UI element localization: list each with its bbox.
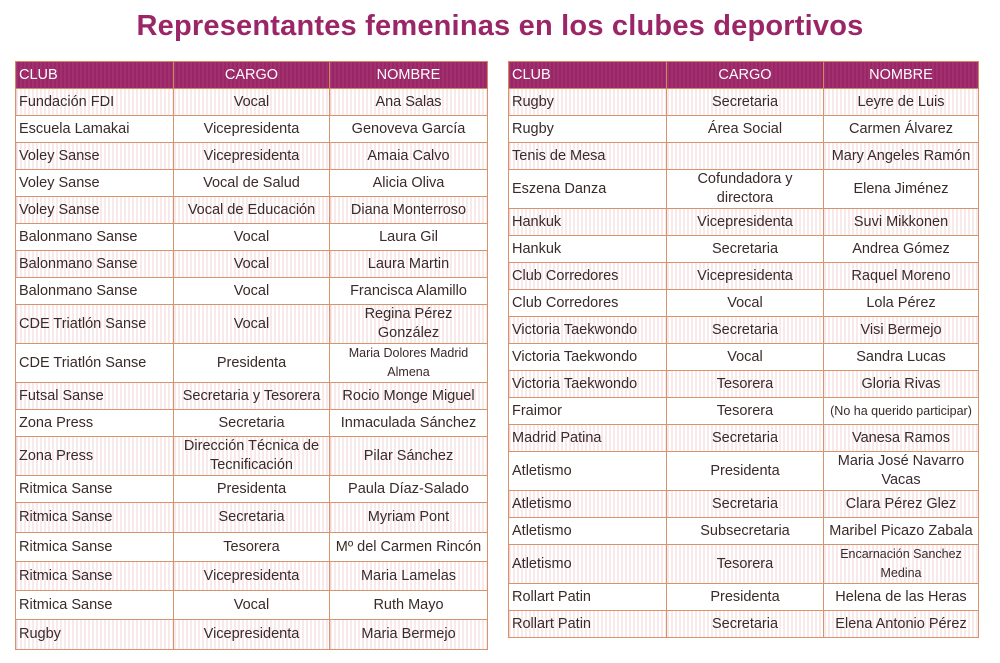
club-cell: Victoria Taekwondo [509, 344, 667, 371]
table-row [16, 476, 488, 503]
table-row [509, 425, 979, 452]
table-row [509, 452, 979, 491]
cargo-cell: Vocal [174, 278, 330, 305]
table-row [509, 545, 979, 584]
table-row [16, 170, 488, 197]
cargo-cell: Presidenta [667, 452, 824, 491]
club-cell: Atletismo [509, 491, 667, 518]
cargo-cell: Vocal [174, 591, 330, 620]
cargo-cell: Vicepresidenta [667, 263, 824, 290]
table-row [509, 263, 979, 290]
nombre-cell: Genoveva García [330, 116, 488, 143]
nombre-cell: Ruth Mayo [330, 591, 488, 620]
table-row [509, 344, 979, 371]
cargo-cell: Dirección Técnica de Tecnificación [174, 437, 330, 476]
club-cell: Voley Sanse [16, 143, 174, 170]
nombre-cell: Leyre de Luis [824, 89, 979, 116]
cargo-cell [667, 143, 824, 170]
header-nombre: NOMBRE [824, 62, 979, 89]
club-cell: Futsal Sanse [16, 383, 174, 410]
table-row [16, 251, 488, 278]
header-cargo: CARGO [667, 62, 824, 89]
club-cell: Voley Sanse [16, 197, 174, 224]
table-row [509, 398, 979, 425]
club-cell: Club Corredores [509, 263, 667, 290]
nombre-cell: Francisca Alamillo [330, 278, 488, 305]
table-row [509, 236, 979, 263]
table-row [16, 278, 488, 305]
club-cell: Atletismo [509, 545, 667, 584]
cargo-cell: Secretaria [667, 236, 824, 263]
table-row [509, 491, 979, 518]
clubs-table-left [15, 61, 488, 650]
cargo-cell: Vocal de Educación [174, 197, 330, 224]
nombre-cell: Amaia Calvo [330, 143, 488, 170]
club-cell: Rugby [509, 89, 667, 116]
club-cell: Hankuk [509, 236, 667, 263]
nombre-cell: Laura Martin [330, 251, 488, 278]
club-cell: Fundación FDI [16, 89, 174, 116]
cargo-cell: Secretaria y Tesorera [174, 383, 330, 410]
nombre-cell: Maria José Navarro Vacas [824, 452, 979, 491]
table-row [16, 116, 488, 143]
cargo-cell: Vocal [667, 290, 824, 317]
club-cell: Eszena Danza [509, 170, 667, 209]
cargo-cell: Vicepresidenta [174, 116, 330, 143]
cargo-cell: Secretaria [174, 503, 330, 533]
header-club: CLUB [509, 62, 667, 89]
cargo-cell: Vicepresidenta [174, 143, 330, 170]
cargo-cell: Tesorera [667, 398, 824, 425]
header-cargo: CARGO [174, 62, 330, 89]
cargo-cell: Vocal [174, 89, 330, 116]
nombre-cell: Helena de las Heras [824, 584, 979, 611]
club-cell: Ritmica Sanse [16, 476, 174, 503]
club-cell: Zona Press [16, 437, 174, 476]
nombre-cell: Alicia Oliva [330, 170, 488, 197]
club-cell: Victoria Taekwondo [509, 371, 667, 398]
table-row [16, 503, 488, 533]
cargo-cell: Vocal de Salud [174, 170, 330, 197]
cargo-cell: Presidenta [667, 584, 824, 611]
nombre-cell: Vanesa Ramos [824, 425, 979, 452]
nombre-cell: Mary Angeles Ramón [824, 143, 979, 170]
table-row [16, 224, 488, 251]
table-row [509, 209, 979, 236]
header-club: CLUB [16, 62, 174, 89]
club-cell: Balonmano Sanse [16, 278, 174, 305]
club-cell: Rugby [16, 620, 174, 650]
nombre-cell: Elena Antonio Pérez [824, 611, 979, 638]
nombre-cell: Laura Gil [330, 224, 488, 251]
cargo-cell: Secretaria [667, 491, 824, 518]
nombre-cell: Sandra Lucas [824, 344, 979, 371]
table-row [16, 562, 488, 591]
table-row [509, 371, 979, 398]
table-row [16, 143, 488, 170]
table-row [16, 89, 488, 116]
nombre-cell: Gloria Rivas [824, 371, 979, 398]
nombre-cell: Myriam Pont [330, 503, 488, 533]
table-row [16, 410, 488, 437]
club-cell: CDE Triatlón Sanse [16, 305, 174, 344]
cargo-cell: Vocal [174, 305, 330, 344]
club-cell: Voley Sanse [16, 170, 174, 197]
cargo-cell: Secretaria [174, 410, 330, 437]
nombre-cell: Suvi Mikkonen [824, 209, 979, 236]
cargo-cell: Cofundadora y directora [667, 170, 824, 209]
nombre-cell: Diana Monterroso [330, 197, 488, 224]
club-cell: Escuela Lamakai [16, 116, 174, 143]
nombre-cell: Carmen Álvarez [824, 116, 979, 143]
cargo-cell: Presidenta [174, 476, 330, 503]
table-row [16, 197, 488, 224]
cargo-cell: Vicepresidenta [667, 209, 824, 236]
header-row [16, 62, 488, 89]
cargo-cell: Vocal [174, 224, 330, 251]
club-cell: Ritmica Sanse [16, 533, 174, 562]
cargo-cell: Tesorera [667, 371, 824, 398]
club-cell: Balonmano Sanse [16, 251, 174, 278]
club-cell: Atletismo [509, 518, 667, 545]
table-row [509, 170, 979, 209]
cargo-cell: Presidenta [174, 344, 330, 383]
nombre-cell: Inmaculada Sánchez [330, 410, 488, 437]
clubs-table-right [508, 61, 979, 638]
nombre-cell: Lola Pérez [824, 290, 979, 317]
club-cell: Hankuk [509, 209, 667, 236]
table-row [509, 290, 979, 317]
club-cell: Rollart Patin [509, 611, 667, 638]
cargo-cell: Vocal [667, 344, 824, 371]
nombre-cell: (No ha querido participar) [824, 398, 979, 425]
nombre-cell: Clara Pérez Glez [824, 491, 979, 518]
nombre-cell: Encarnación Sanchez Medina [824, 545, 979, 584]
table-row [16, 383, 488, 410]
table-row [16, 305, 488, 344]
nombre-cell: Pilar Sánchez [330, 437, 488, 476]
nombre-cell: Maria Bermejo [330, 620, 488, 650]
club-cell: Tenis de Mesa [509, 143, 667, 170]
nombre-cell: Maribel Picazo Zabala [824, 518, 979, 545]
table-row [509, 518, 979, 545]
table-row [509, 116, 979, 143]
cargo-cell: Secretaria [667, 611, 824, 638]
nombre-cell: Maria Lamelas [330, 562, 488, 591]
club-cell: Atletismo [509, 452, 667, 491]
nombre-cell: Rocio Monge Miguel [330, 383, 488, 410]
table-row [509, 584, 979, 611]
cargo-cell: Vicepresidenta [174, 562, 330, 591]
club-cell: Fraimor [509, 398, 667, 425]
cargo-cell: Secretaria [667, 89, 824, 116]
club-cell: Rollart Patin [509, 584, 667, 611]
table-row [16, 533, 488, 562]
header-row [509, 62, 979, 89]
cargo-cell: Vocal [174, 251, 330, 278]
cargo-cell: Secretaria [667, 317, 824, 344]
club-cell: Victoria Taekwondo [509, 317, 667, 344]
table-row [509, 611, 979, 638]
cargo-cell: Subsecretaria [667, 518, 824, 545]
page-title: Representantes femeninas en los clubes deportivos [136, 10, 864, 42]
club-cell: CDE Triatlón Sanse [16, 344, 174, 383]
table-row [509, 89, 979, 116]
club-cell: Ritmica Sanse [16, 562, 174, 591]
nombre-cell: Mº del Carmen Rincón [330, 533, 488, 562]
nombre-cell: Andrea Gómez [824, 236, 979, 263]
table-row [509, 143, 979, 170]
club-cell: Club Corredores [509, 290, 667, 317]
table-row [16, 344, 488, 383]
table-row [16, 437, 488, 476]
club-cell: Madrid Patina [509, 425, 667, 452]
header-nombre: NOMBRE [330, 62, 488, 89]
club-cell: Rugby [509, 116, 667, 143]
nombre-cell: Visi Bermejo [824, 317, 979, 344]
table-row [16, 591, 488, 620]
club-cell: Ritmica Sanse [16, 591, 174, 620]
cargo-cell: Tesorera [667, 545, 824, 584]
nombre-cell: Ana Salas [330, 89, 488, 116]
cargo-cell: Tesorera [174, 533, 330, 562]
cargo-cell: Área Social [667, 116, 824, 143]
nombre-cell: Paula Díaz-Salado [330, 476, 488, 503]
club-cell: Balonmano Sanse [16, 224, 174, 251]
cargo-cell: Secretaria [667, 425, 824, 452]
nombre-cell: Maria Dolores Madrid Almena [330, 344, 488, 383]
table-row [509, 317, 979, 344]
nombre-cell: Elena Jiménez [824, 170, 979, 209]
nombre-cell: Raquel Moreno [824, 263, 979, 290]
table-row [16, 620, 488, 650]
nombre-cell: Regina Pérez González [330, 305, 488, 344]
cargo-cell: Vicepresidenta [174, 620, 330, 650]
club-cell: Ritmica Sanse [16, 503, 174, 533]
club-cell: Zona Press [16, 410, 174, 437]
